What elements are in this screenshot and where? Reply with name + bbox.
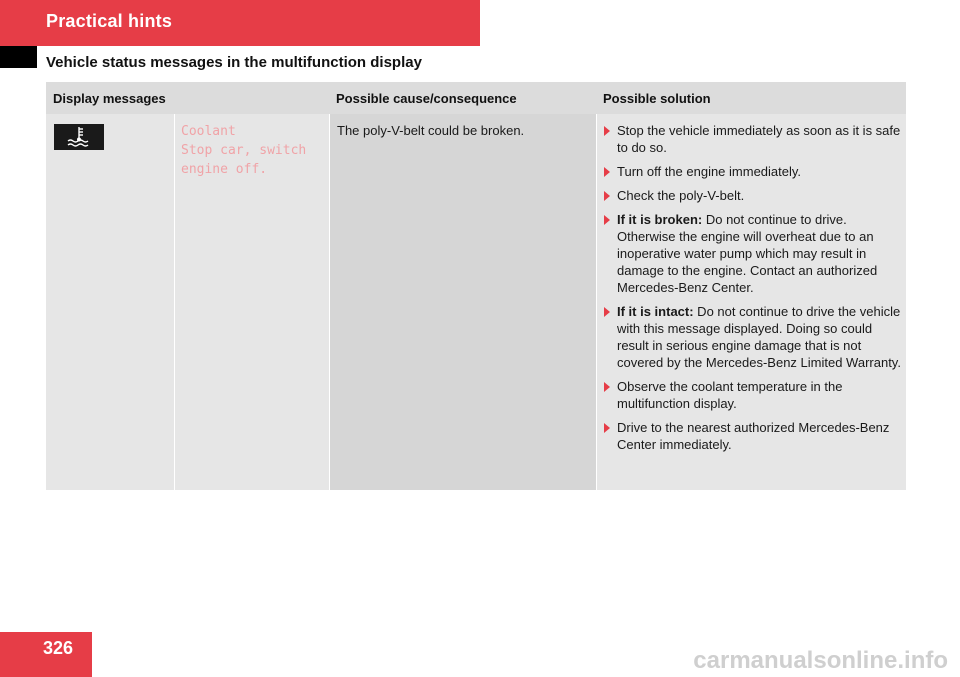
solution-list <box>603 122 903 460</box>
display-message-line: engine off. <box>181 162 268 177</box>
solution-text: Do not continue to drive. Otherwise the engine will overheat due to an inoperative water pump which may result in damage to the engine. Contact an authorized Mercedes-Benz Center. <box>617 212 878 295</box>
solution-text: Do not continue to drive the vehicle with this message displayed. Doing so could result in serious engine damage that is not covered by the Mercedes-Benz Limited Warranty. <box>617 304 901 370</box>
solution-lead: If it is broken: <box>617 212 703 227</box>
solution-text: Turn off the engine immediately. <box>617 164 802 179</box>
solution-item <box>603 211 903 296</box>
status-messages-table <box>46 82 906 490</box>
solution-lead: If it is intact: <box>617 304 694 319</box>
icon-cell <box>46 114 174 490</box>
display-message-cell <box>175 114 329 490</box>
solution-item <box>603 122 903 156</box>
page-number: 326 <box>43 638 74 658</box>
solution-text: Observe the coolant temperature in the multifunction display. <box>617 379 843 411</box>
watermark: carmanualsonline.info <box>693 647 948 674</box>
bullet-arrow-icon <box>604 126 610 136</box>
page-number-box <box>0 632 92 677</box>
display-message-line: Stop car, switch <box>181 143 307 158</box>
solution-text: Drive to the nearest authorized Mercedes-Benz Center immediately. <box>617 420 890 452</box>
bullet-arrow-icon <box>604 382 610 392</box>
solution-cell <box>597 114 906 490</box>
solution-text: Check the poly-V-belt. <box>617 188 745 203</box>
cause-cell <box>330 114 596 490</box>
page-title: Vehicle status messages in the multifunction display <box>46 54 422 71</box>
bullet-arrow-icon <box>604 307 610 317</box>
cause-text: The poly-V-belt could be broken. <box>337 123 525 138</box>
column-header-solution: Possible solution <box>603 91 711 106</box>
display-message <box>181 122 327 179</box>
black-tab <box>0 46 37 68</box>
solution-item <box>603 303 903 371</box>
section-title: Practical hints <box>46 11 173 31</box>
display-message-line: Coolant <box>181 124 236 139</box>
bullet-arrow-icon <box>604 167 610 177</box>
solution-item <box>603 163 903 180</box>
coolant-temperature-icon <box>54 124 104 150</box>
solution-item <box>603 187 903 204</box>
solution-item <box>603 419 903 453</box>
solution-text: Stop the vehicle immediately as soon as it is safe to do so. <box>617 123 901 155</box>
bullet-arrow-icon <box>604 215 610 225</box>
column-header-display-messages: Display messages <box>53 91 166 106</box>
table-header <box>46 82 906 114</box>
column-header-cause: Possible cause/consequence <box>336 91 517 106</box>
bullet-arrow-icon <box>604 191 610 201</box>
bullet-arrow-icon <box>604 423 610 433</box>
solution-item <box>603 378 903 412</box>
header-bar <box>0 0 480 46</box>
